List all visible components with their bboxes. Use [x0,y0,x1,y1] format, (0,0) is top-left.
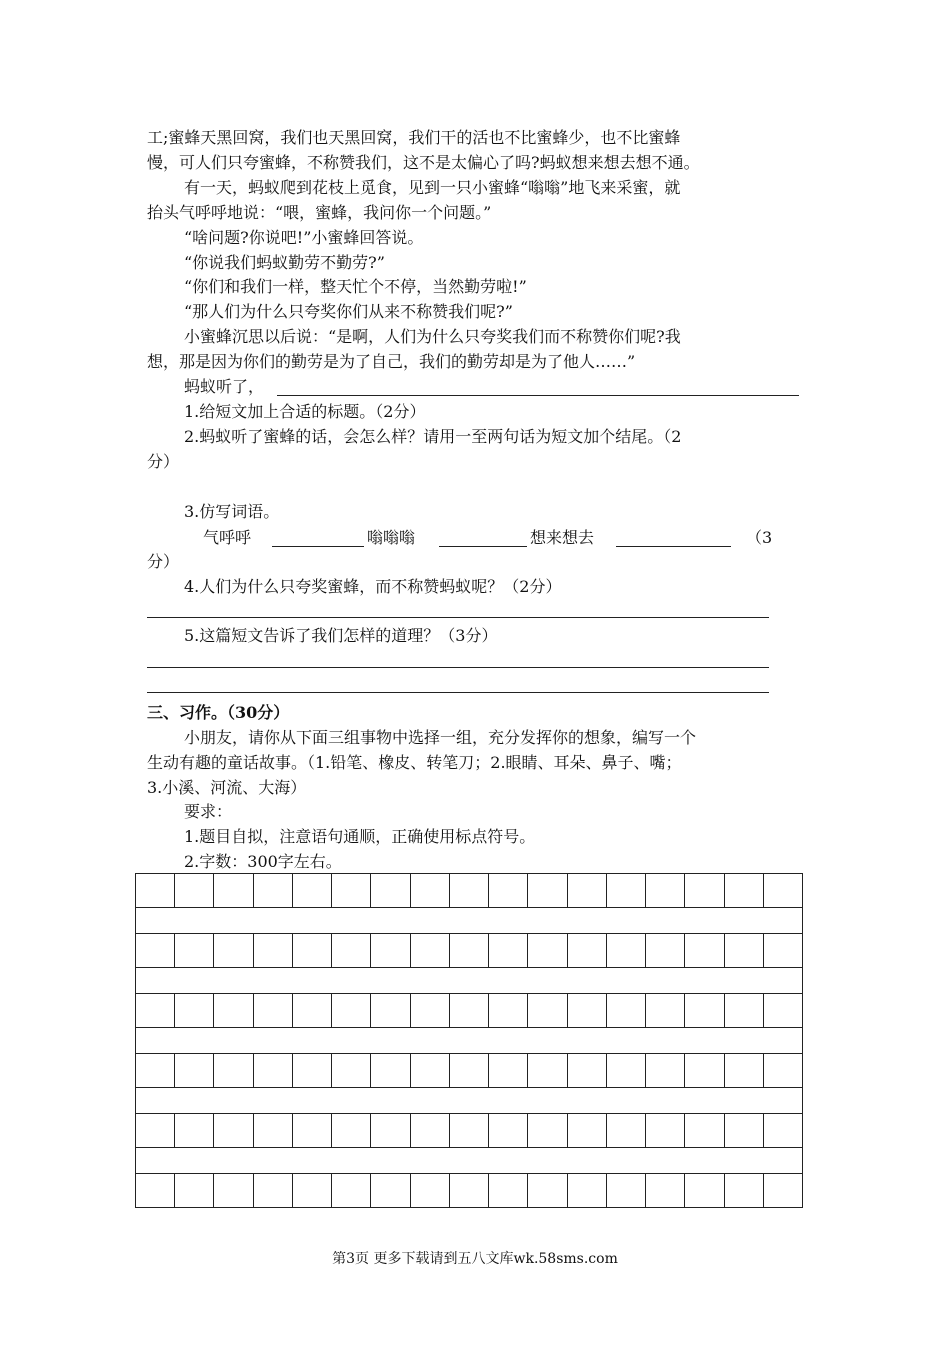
grid-cell[interactable] [567,873,607,908]
grid-cell[interactable] [174,1053,214,1088]
grid-cell[interactable] [331,1053,371,1088]
dialogue-line: “那人们为什么只夸奖你们从来不称赞我们呢?” [184,302,513,321]
grid-cell[interactable] [684,993,724,1028]
grid-row-gap [135,1027,803,1053]
grid-cell[interactable] [213,933,253,968]
grid-cell[interactable] [370,873,410,908]
dialogue-line: “你说我们蚂蚁勤劳不勤劳?” [184,253,385,272]
grid-cell[interactable] [410,993,450,1028]
grid-cell[interactable] [370,933,410,968]
q5-answer-line-2[interactable] [147,692,769,693]
grid-cell[interactable] [253,1053,293,1088]
q3-blank-1[interactable] [272,546,364,547]
grid-cell[interactable] [292,1113,332,1148]
grid-cell[interactable] [645,993,685,1028]
grid-cell[interactable] [449,1053,489,1088]
grid-cell[interactable] [606,1053,646,1088]
grid-cell[interactable] [292,1053,332,1088]
question-1: 1.给短文加上合适的标题。（2分） [184,402,426,421]
composition-heading: 三、习作。（30分） [147,703,290,722]
writing-grid[interactable] [135,873,803,1206]
grid-cell[interactable] [174,873,214,908]
story-line: 工;蜜蜂天黑回窝，我们也天黑回窝，我们干的活也不比蜜蜂少，也不比蜜蜂 [147,128,681,147]
question-2: 2.蚂蚁听了蜜蜂的话，会怎么样？请用一至两句话为短文加个结尾。（2 [184,427,682,446]
grid-cell[interactable] [135,1173,175,1208]
grid-cell[interactable] [645,1053,685,1088]
grid-cell[interactable] [527,873,567,908]
grid-cell[interactable] [724,873,764,908]
grid-cell[interactable] [135,933,175,968]
grid-cell[interactable] [763,1053,803,1088]
grid-cell[interactable] [488,1053,528,1088]
grid-cell[interactable] [292,873,332,908]
grid-cell[interactable] [724,1053,764,1088]
grid-cell[interactable] [567,1113,607,1148]
grid-cell[interactable] [527,933,567,968]
grid-cell[interactable] [331,1173,371,1208]
q4-answer-line[interactable] [147,617,769,618]
grid-cell[interactable] [567,1053,607,1088]
dialogue-line: “你们和我们一样，整天忙个不停，当然勤劳啦!” [184,277,527,296]
grid-cell[interactable] [370,1173,410,1208]
q5-answer-line-1[interactable] [147,667,769,668]
grid-cell[interactable] [292,993,332,1028]
grid-cell[interactable] [724,993,764,1028]
grid-cell[interactable] [645,1173,685,1208]
grid-row [135,873,803,908]
grid-cell[interactable] [410,1053,450,1088]
grid-cell[interactable] [645,933,685,968]
requirement-2: 2.字数：300字左右。 [184,852,342,871]
grid-cell[interactable] [253,933,293,968]
grid-cell[interactable] [213,1173,253,1208]
grid-cell[interactable] [527,1173,567,1208]
q3-word-2: 嗡嗡嗡 [367,528,416,547]
ending-answer-line[interactable] [277,395,799,396]
grid-cell[interactable] [292,1173,332,1208]
grid-cell[interactable] [135,993,175,1028]
q3-word-3: 想来想去 [530,528,595,547]
grid-cell[interactable] [606,873,646,908]
grid-row [135,1113,803,1148]
grid-cell[interactable] [645,873,685,908]
grid-cell[interactable] [724,933,764,968]
grid-cell[interactable] [410,873,450,908]
grid-cell[interactable] [684,873,724,908]
grid-cell[interactable] [410,1113,450,1148]
grid-cell[interactable] [292,933,332,968]
grid-row [135,993,803,1028]
story-line: 慢，可人们只夸蜜蜂，不称赞我们，这不是太偏心了吗?蚂蚁想来想去想不通。 [147,153,700,172]
grid-row-gap [135,1147,803,1173]
grid-cell[interactable] [370,993,410,1028]
grid-cell[interactable] [488,873,528,908]
grid-cell[interactable] [488,1173,528,1208]
grid-cell[interactable] [253,993,293,1028]
grid-cell[interactable] [213,1113,253,1148]
grid-cell[interactable] [370,1053,410,1088]
requirements-label: 要求： [184,802,233,821]
grid-cell[interactable] [724,1173,764,1208]
question-4: 4.人们为什么只夸奖蜜蜂，而不称赞蚂蚁呢？（2分） [184,577,562,596]
grid-cell[interactable] [253,873,293,908]
grid-cell[interactable] [449,1173,489,1208]
grid-cell[interactable] [331,933,371,968]
grid-cell[interactable] [527,1113,567,1148]
q3-score: （3 [746,528,773,547]
grid-cell[interactable] [724,1113,764,1148]
q3-word-1: 气呼呼 [203,528,252,547]
grid-cell[interactable] [645,1113,685,1148]
grid-cell[interactable] [449,1113,489,1148]
grid-row-gap [135,1087,803,1113]
grid-cell[interactable] [213,873,253,908]
grid-cell[interactable] [213,1053,253,1088]
composition-intro: 小朋友，请你从下面三组事物中选择一组，充分发挥你的想象，编写一个 [184,728,697,747]
grid-cell[interactable] [684,1173,724,1208]
grid-cell[interactable] [174,1113,214,1148]
grid-cell[interactable] [449,873,489,908]
grid-cell[interactable] [527,1053,567,1088]
grid-cell[interactable] [684,933,724,968]
grid-cell[interactable] [606,993,646,1028]
grid-cell[interactable] [684,1053,724,1088]
grid-row-gap [135,967,803,993]
grid-cell[interactable] [253,1113,293,1148]
grid-cell[interactable] [488,993,528,1028]
grid-cell[interactable] [174,933,214,968]
dialogue-line: “啥问题?你说吧!”小蜜蜂回答说。 [184,228,424,247]
grid-cell[interactable] [449,933,489,968]
grid-cell[interactable] [370,1113,410,1148]
story-line: 有一天，蚂蚁爬到花枝上觅食，见到一只小蜜蜂“嗡嗡”地飞来采蜜，就 [184,178,681,197]
q3-score-cont: 分） [147,552,180,571]
question-5: 5.这篇短文告诉了我们怎样的道理？（3分） [184,626,498,645]
page-footer: 第3页 更多下载请到五八文库wk.58sms.com [332,1251,618,1267]
grid-cell[interactable] [331,1113,371,1148]
question-3: 3.仿写词语。 [184,502,280,521]
question-2-cont: 分） [147,452,180,471]
q3-blank-2[interactable] [439,546,527,547]
composition-intro: 3.小溪、河流、大海） [147,778,307,797]
grid-cell[interactable] [488,933,528,968]
grid-cell[interactable] [606,1173,646,1208]
grid-cell[interactable] [135,1113,175,1148]
grid-cell[interactable] [567,993,607,1028]
story-line: 抬头气呼呼地说：“喂，蜜蜂，我问你一个问题。” [147,203,492,222]
grid-cell[interactable] [488,1113,528,1148]
grid-cell[interactable] [684,1113,724,1148]
ending-prefix: 蚂蚁听了， [184,377,265,396]
grid-cell[interactable] [763,1173,803,1208]
grid-cell[interactable] [606,1113,646,1148]
q3-blank-3[interactable] [616,546,731,547]
grid-cell[interactable] [174,993,214,1028]
grid-cell[interactable] [135,873,175,908]
grid-cell[interactable] [331,873,371,908]
grid-cell[interactable] [410,1173,450,1208]
grid-row [135,1053,803,1088]
grid-cell[interactable] [331,993,371,1028]
grid-cell[interactable] [449,993,489,1028]
grid-cell[interactable] [763,1113,803,1148]
grid-cell[interactable] [253,1173,293,1208]
grid-cell[interactable] [606,933,646,968]
grid-cell[interactable] [567,1173,607,1208]
composition-intro: 生动有趣的童话故事。（1.铅笔、橡皮、转笔刀；2.眼睛、耳朵、鼻子、嘴； [147,753,682,772]
story-line: 小蜜蜂沉思以后说：“是啊，人们为什么只夸奖我们而不称赞你们呢?我 [184,327,681,346]
grid-row-gap [135,907,803,933]
grid-cell[interactable] [174,1173,214,1208]
requirement-1: 1.题目自拟，注意语句通顺，正确使用标点符号。 [184,827,536,846]
grid-row [135,1173,803,1208]
grid-row [135,933,803,968]
grid-cell[interactable] [410,933,450,968]
grid-cell[interactable] [213,993,253,1028]
grid-cell[interactable] [763,993,803,1028]
story-line: 想，那是因为你们的勤劳是为了自己，我们的勤劳却是为了他人……” [147,352,636,371]
grid-cell[interactable] [527,993,567,1028]
grid-cell[interactable] [763,933,803,968]
grid-cell[interactable] [763,873,803,908]
grid-cell[interactable] [567,933,607,968]
grid-cell[interactable] [135,1053,175,1088]
